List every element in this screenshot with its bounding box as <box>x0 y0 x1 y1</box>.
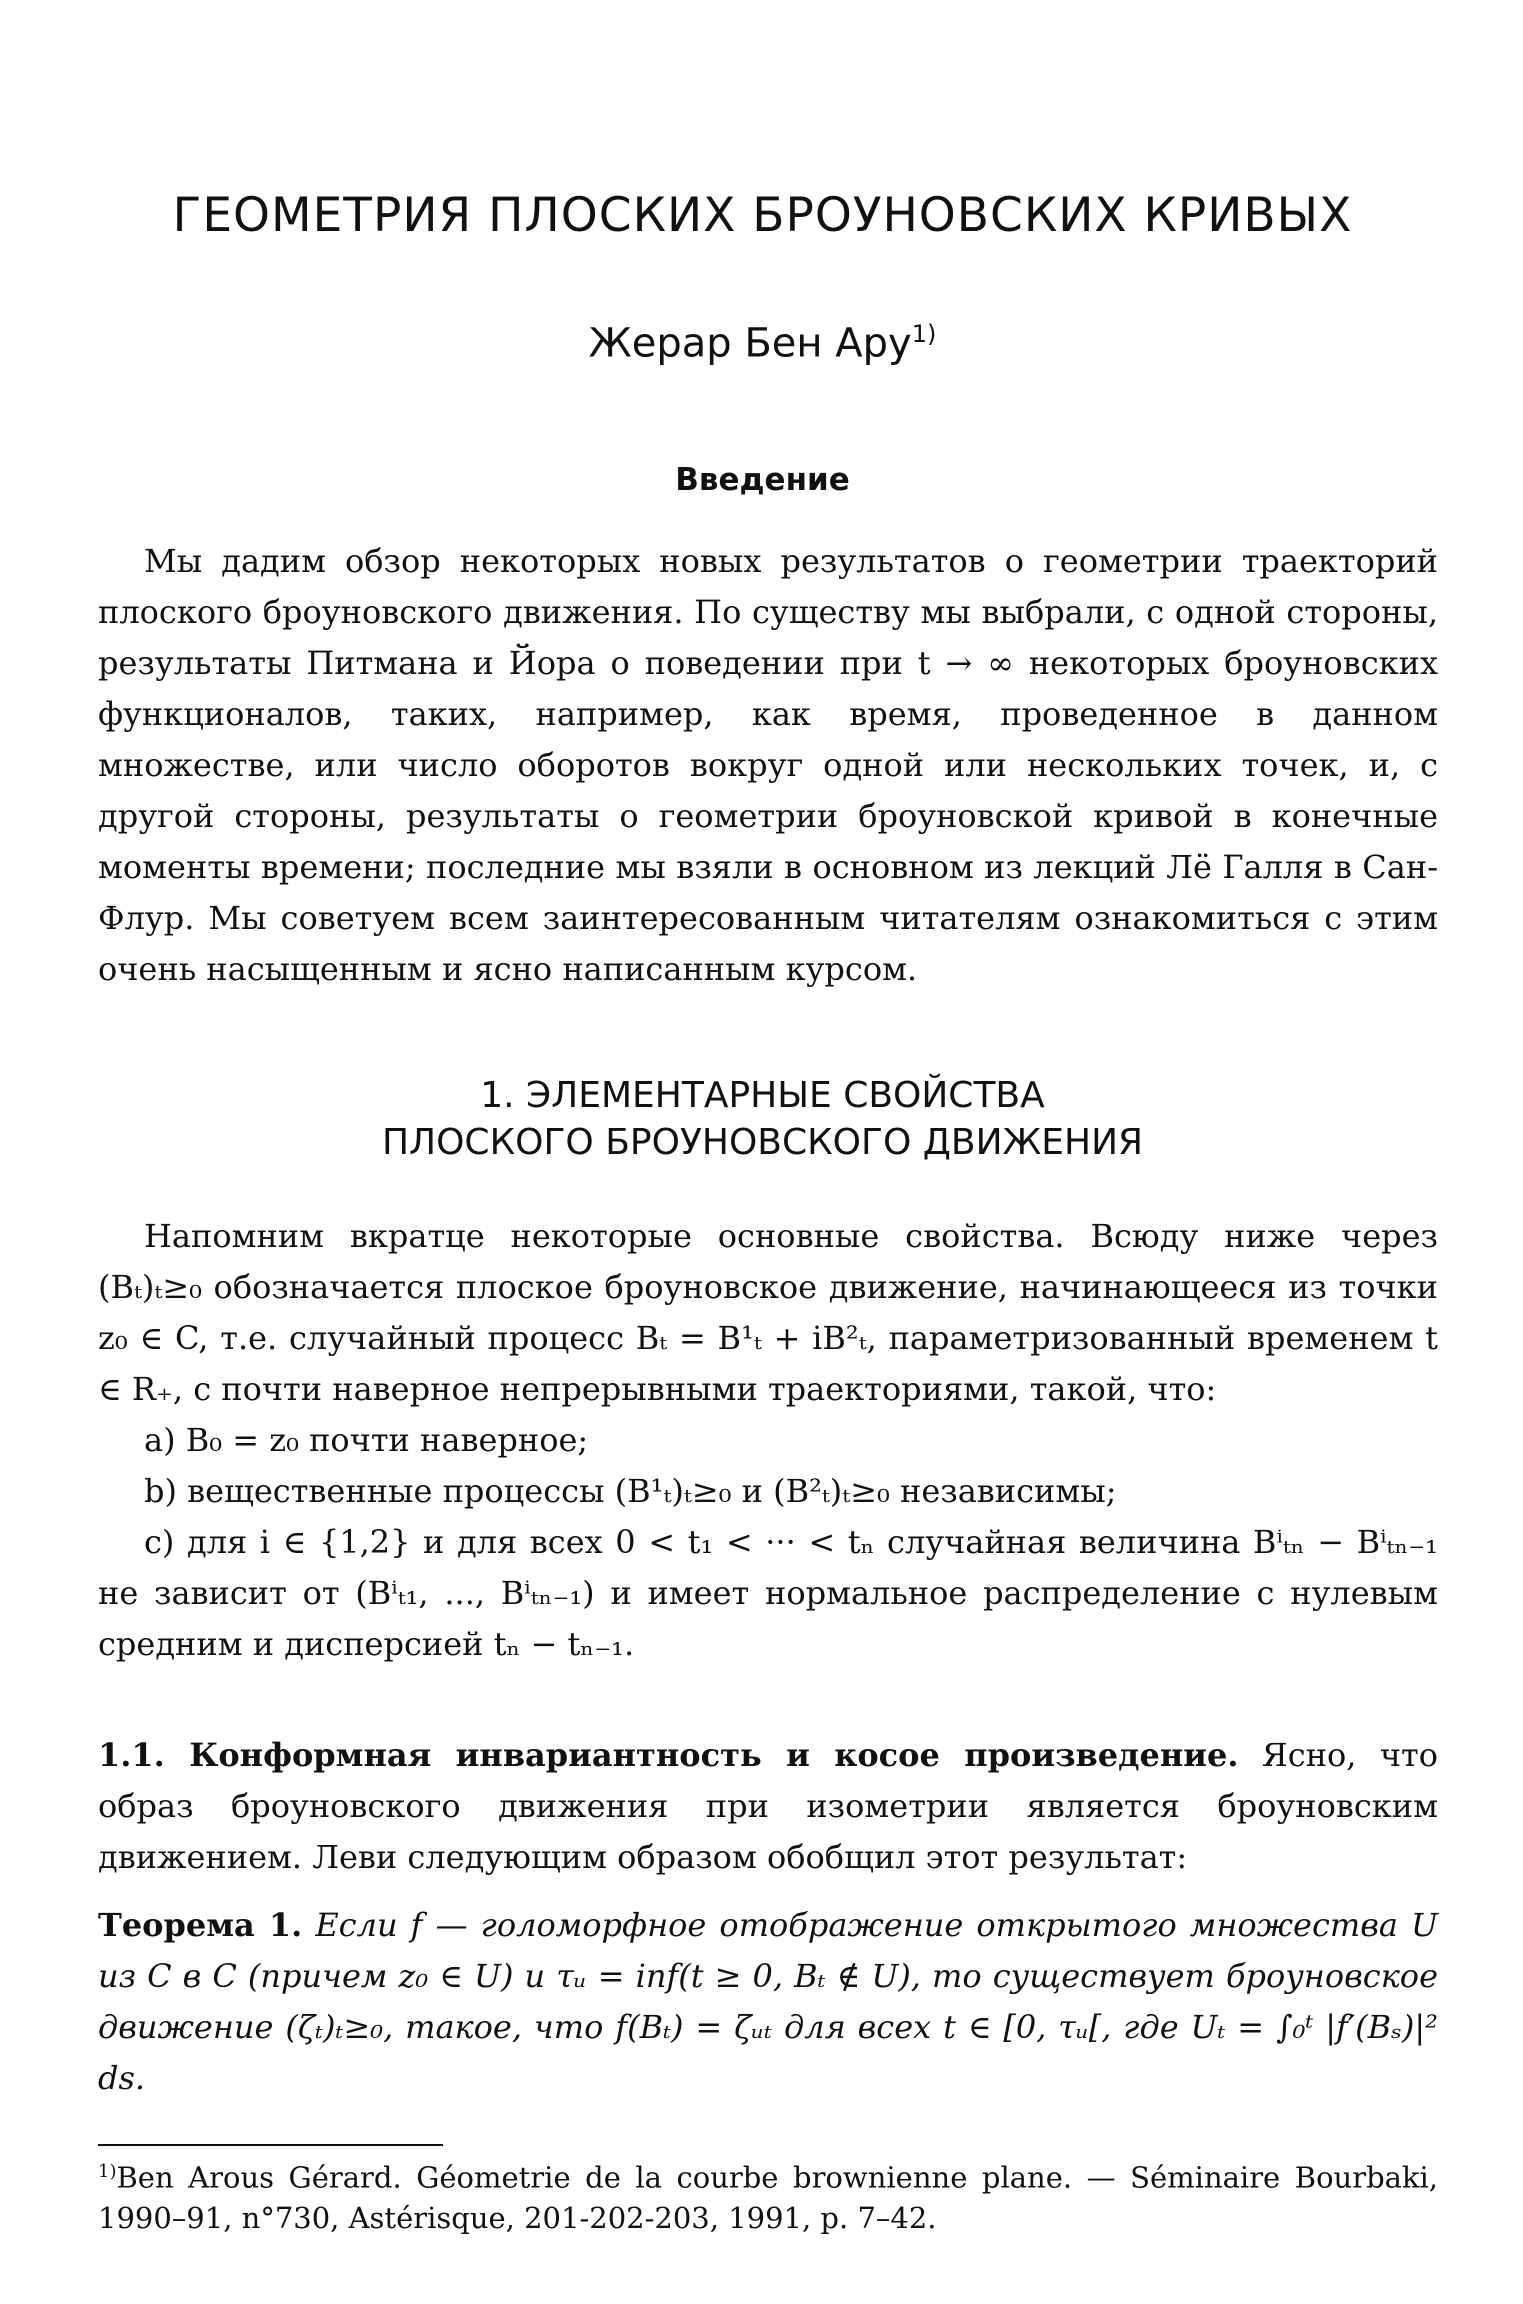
introduction-heading: Введение <box>675 462 850 498</box>
theorem-text: Если f — голоморфное отображение открытого множества U из C в C (причем z₀ ∈ U) и τᵤ = inf(t ≥ 0, Bₜ ∉ U), то существует броуновское движение (ζₜ)ₜ≥₀, такое, что f(Bₜ) = ζᵤₜ для всех t ∈ [0, τᵤ[, где Uₜ = ∫₀ᵗ |f′(Bₛ)|² ds. <box>98 1906 1438 2097</box>
property-item-c: c) для i ∈ {1,2} и для всех 0 < t₁ < ··· < tₙ случайная величина Bⁱₜₙ − Bⁱₜₙ₋₁ не зависит от (Bⁱₜ₁, ..., Bⁱₜₙ₋₁) и имеет нормальное распределение с нулевым средним и дисперсией tₙ − tₙ₋₁. <box>98 1523 1438 1663</box>
author-footnote-mark: 1) <box>911 320 937 348</box>
property-item-b: b) вещественные процессы (B¹ₜ)ₜ≥₀ и (B²ₜ)ₜ≥₀ независимы; <box>144 1472 1117 1510</box>
author-name: Жерар Бен Ару <box>588 320 912 367</box>
section-1-paragraph: Напомним вкратце некоторые основные свойства. Всюду ниже через (Bₜ)ₜ≥₀ обозначается плоское броуновское движение, начинающееся из точки z₀ ∈ C, т.е. случайный процесс Bₜ = B¹ₜ + iB²ₜ, параметризованный временем t ∈ R₊, с почти наверное непрерывными траекториями, такой, что: <box>98 1217 1438 1408</box>
subsection-1-1 <box>98 1730 1438 1883</box>
section-1-heading-line-2: ПЛОСКОГО БРОУНОВСКОГО ДВИЖЕНИЯ <box>381 1122 1144 1163</box>
paper-title: ГЕОМЕТРИЯ ПЛОСКИХ БРОУНОВСКИХ КРИВЫХ <box>172 188 1353 243</box>
footnote-mark: 1) <box>98 2161 117 2182</box>
footnote-text: Ben Arous Gérard. Géometrie de la courbe brownienne plane. — Séminaire Bourbaki, 1990–91, n°730, Astérisque, 201-202-203, 1991, p. 7–42. <box>98 2160 1438 2235</box>
author-line <box>100 320 1425 366</box>
property-item-a: a) B₀ = z₀ почти наверное; <box>144 1421 589 1459</box>
subsection-text: Ясно, что образ броуновского движения при изометрии является броуновским движением. Леви следующим образом обобщил этот результат: <box>98 1736 1439 1876</box>
footnote <box>98 2152 1438 2238</box>
introduction-paragraph: Мы дадим обзор некоторых новых результатов о геометрии траекторий плоского броуновского движения. По существу мы выбрали, с одной стороны, результаты Питмана и Йора о поведении при t → ∞ некоторых броуновских функционалов, таких, например, как время, проведенное в данном множестве, или число оборотов вокруг одной или нескольких точек, и, с другой стороны, результаты о геометрии броуновской кривой в конечные моменты времени; последние мы взяли в основном из лекций Лё Галля в Сан-Флур. Мы советуем всем заинтересованным читателям ознакомиться с этим очень насыщенным и ясно написанным курсом. <box>98 542 1438 988</box>
subsection-heading: 1.1. Конформная инвариантность и косое произведение. <box>98 1736 1239 1774</box>
footnote-divider <box>98 2144 443 2146</box>
section-1-heading <box>100 1072 1425 1166</box>
theorem-label: Теорема 1. <box>98 1906 303 1944</box>
theorem-1 <box>98 1900 1438 2104</box>
section-1-heading-line-1: 1. ЭЛЕМЕНТАРНЫЕ СВОЙСТВА <box>480 1075 1045 1116</box>
section-1-body <box>98 1211 1438 1670</box>
